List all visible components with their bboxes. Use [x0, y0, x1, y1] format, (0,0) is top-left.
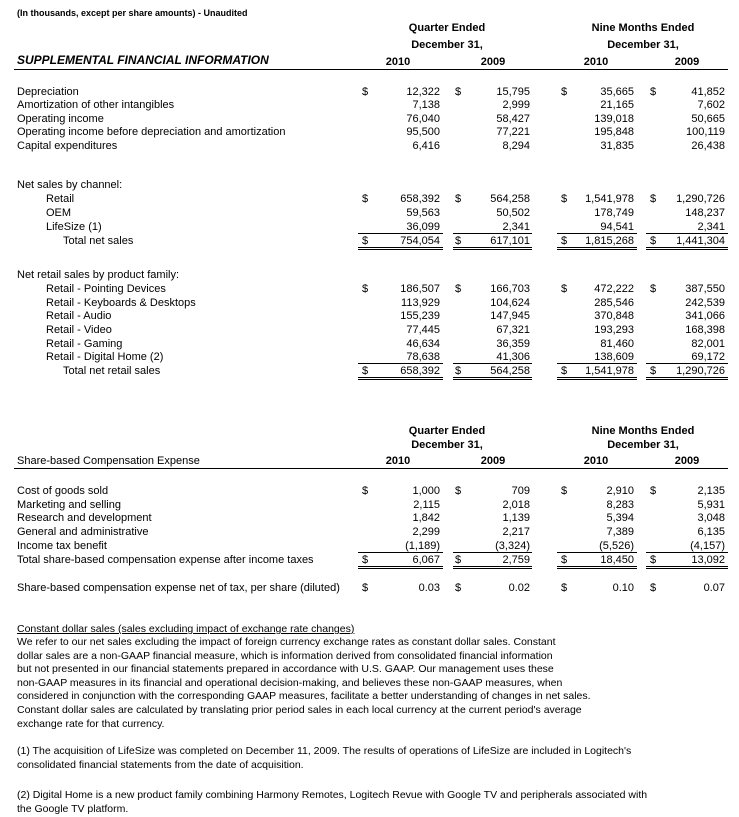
financial-row-value: 35,665 — [600, 86, 634, 98]
family-row-value: 472,222 — [594, 283, 634, 295]
channel-row-value: 178,749 — [594, 207, 634, 219]
financial-row-dollar-sign: $ — [561, 86, 568, 98]
sbc-row-label: Income tax benefit — [17, 540, 107, 552]
note-paragraph-line: exchange rate for that currency. — [17, 717, 165, 730]
family-row-value: 341,066 — [685, 310, 725, 322]
financial-row-label: Depreciation — [17, 86, 79, 98]
per-share-row-value: 0.02 — [508, 582, 530, 594]
sbc-total-row-value: 2,759 — [502, 554, 530, 566]
financial-row-label: Capital expenditures — [17, 140, 118, 152]
constant-dollar-heading: Constant dollar sales (sales excluding impact of exchange rate changes) — [17, 623, 355, 635]
sbc-row-value: 2,135 — [697, 485, 725, 497]
year-header: 2010 — [385, 455, 411, 467]
family-total-row-value: 564,258 — [490, 365, 530, 377]
sbc-total-row-dollar-sign: $ — [362, 554, 369, 566]
family-total-row-dollar-sign: $ — [455, 365, 462, 377]
sbc-row-value: 1,000 — [412, 485, 440, 497]
double-rule — [646, 568, 728, 569]
sbc-total-row-value: 18,450 — [600, 554, 634, 566]
year-header: 2009 — [480, 455, 506, 467]
year-header: 2009 — [674, 56, 700, 68]
per-share-row-dollar-sign: $ — [650, 582, 657, 594]
financial-row-dollar-sign: $ — [362, 86, 369, 98]
sbc-row-label: General and administrative — [17, 526, 149, 538]
double-rule — [557, 566, 637, 567]
family-row-value: 69,172 — [691, 351, 725, 363]
sbc-row-value: 709 — [511, 485, 530, 497]
family-row-value: 168,398 — [685, 324, 725, 336]
channel-row-value: 2,341 — [697, 221, 725, 233]
financial-row-value: 77,221 — [496, 126, 530, 138]
family-total-row-dollar-sign: $ — [362, 365, 369, 377]
note-paragraph-line: non-GAAP measures in its financial and operational decision-making, and believes these non-GAAP measures, when — [17, 676, 563, 689]
double-rule — [453, 379, 532, 380]
sbc-total-row-dollar-sign: $ — [455, 554, 462, 566]
financial-row-label: Operating income — [17, 113, 104, 125]
channel-heading: Net sales by channel: — [17, 179, 123, 191]
channel-row-value: 50,502 — [496, 207, 530, 219]
financial-row-label: Operating income before depreciation and amortization — [17, 126, 286, 138]
double-rule — [358, 249, 443, 250]
financial-row-value: 139,018 — [594, 113, 634, 125]
year-header: 2009 — [480, 56, 506, 68]
financial-row-value: 50,665 — [691, 113, 725, 125]
channel-row-value: 59,563 — [406, 207, 440, 219]
financial-row-value: 15,795 — [496, 86, 530, 98]
sbc-total-row-value: 13,092 — [691, 554, 725, 566]
family-row-value: 82,001 — [691, 338, 725, 350]
channel-total-row-value: 617,101 — [490, 235, 530, 247]
sbc-total-row-dollar-sign: $ — [561, 554, 568, 566]
per-share-row-value: 0.10 — [612, 582, 634, 594]
double-rule — [358, 247, 443, 248]
family-row-value: 77,445 — [406, 324, 440, 336]
double-rule — [453, 568, 532, 569]
double-rule — [557, 247, 637, 248]
sbc-row-value: 2,299 — [412, 526, 440, 538]
sbc-row-dollar-sign: $ — [650, 485, 657, 497]
per-share-row-dollar-sign: $ — [561, 582, 568, 594]
family-row-dollar-sign: $ — [561, 283, 568, 295]
family-total-row-value: 658,392 — [400, 365, 440, 377]
per-share-row-label: Share-based compensation expense net of tax, per share (diluted) — [17, 582, 340, 594]
financial-row-value: 6,416 — [412, 140, 440, 152]
rule-line — [453, 552, 532, 553]
channel-row-label: OEM — [46, 207, 72, 219]
financial-row-value: 31,835 — [600, 140, 634, 152]
year-header: 2010 — [583, 455, 609, 467]
sbc-row-value: (5,526) — [599, 540, 634, 552]
rule-line — [453, 363, 532, 364]
family-row-label: Retail - Keyboards & Desktops — [46, 297, 196, 309]
financial-row-value: 26,438 — [691, 140, 725, 152]
channel-total-row-dollar-sign: $ — [561, 235, 568, 247]
sbc-row-dollar-sign: $ — [561, 485, 568, 497]
sbc-row-value: 2,910 — [606, 485, 634, 497]
double-rule — [646, 377, 728, 378]
sbc-total-row-value: 6,067 — [412, 554, 440, 566]
financial-row-value: 8,294 — [502, 140, 530, 152]
channel-total-row-value: 1,815,268 — [585, 235, 634, 247]
double-rule — [646, 379, 728, 380]
double-rule — [358, 379, 443, 380]
family-row-value: 186,507 — [400, 283, 440, 295]
family-row-value: 67,321 — [496, 324, 530, 336]
channel-row-dollar-sign: $ — [561, 193, 568, 205]
sbc-row-value: 5,931 — [697, 499, 725, 511]
channel-row-value: 36,099 — [406, 221, 440, 233]
double-rule — [358, 566, 443, 567]
sbc-row-dollar-sign: $ — [362, 485, 369, 497]
financial-row-value: 7,602 — [697, 99, 725, 111]
channel-total-row-dollar-sign: $ — [650, 235, 657, 247]
financial-row-dollar-sign: $ — [650, 86, 657, 98]
family-row-label: Retail - Pointing Devices — [46, 283, 166, 295]
channel-row-dollar-sign: $ — [455, 193, 462, 205]
quarter-ended-header: Quarter Ended — [408, 425, 486, 437]
note-paragraph-line: Constant dollar sales are calculated by translating prior period sales in each local currency at the current period's average — [17, 704, 582, 716]
financial-row-value: 58,427 — [496, 113, 530, 125]
sbc-row-value: 3,048 — [697, 512, 725, 524]
financial-row-value: 41,852 — [691, 86, 725, 98]
double-rule — [358, 377, 443, 378]
note-paragraph-line: but not presented in our financial statements prepared in accordance with U.S. GAAP. Our management uses these — [17, 663, 554, 676]
channel-row-value: 1,290,726 — [676, 193, 725, 205]
channel-row-value: 1,541,978 — [585, 193, 634, 205]
family-row-value: 46,634 — [406, 338, 440, 350]
family-total-row-value: 1,541,978 — [585, 365, 634, 377]
per-share-row-value: 0.03 — [418, 582, 440, 594]
year-header: 2010 — [385, 56, 411, 68]
family-total-row-dollar-sign: $ — [561, 365, 568, 377]
footnote-1-line: (1) The acquisition of LifeSize was completed on December 11, 2009. The results of operations of LifeSize are included in Logitech's — [17, 745, 632, 757]
rule-line — [557, 363, 637, 364]
family-row-value: 81,460 — [600, 338, 634, 350]
family-row-dollar-sign: $ — [455, 283, 462, 295]
financial-row-value: 7,138 — [412, 99, 440, 111]
financial-row-value: 195,848 — [594, 126, 634, 138]
per-share-row-dollar-sign: $ — [362, 582, 369, 594]
channel-row-label: Retail — [46, 193, 75, 205]
financial-row-dollar-sign: $ — [455, 86, 462, 98]
family-total-row-dollar-sign: $ — [650, 365, 657, 377]
note-paragraph-line: considered in conjunction with the corresponding GAAP measures, facilitate a better understanding of changes in net sales. — [17, 690, 591, 703]
sbc-row-value: 2,115 — [413, 499, 440, 511]
sbc-row-value: (3,324) — [495, 540, 530, 552]
double-rule — [557, 568, 637, 569]
financial-row-value: 21,165 — [600, 99, 634, 111]
family-row-label: Retail - Gaming — [46, 338, 123, 350]
family-row-value: 166,703 — [490, 283, 530, 295]
sbc-row-dollar-sign: $ — [455, 485, 462, 497]
financial-row-label: Amortization of other intangibles — [17, 99, 175, 111]
rule-line — [453, 233, 532, 234]
double-rule — [646, 249, 728, 250]
sbc-row-value: 7,389 — [606, 526, 634, 538]
financial-row-value: 2,999 — [502, 99, 530, 111]
sbc-row-value: 1,842 — [412, 512, 440, 524]
sbc-row-label: Marketing and selling — [17, 499, 121, 511]
channel-row-dollar-sign: $ — [362, 193, 369, 205]
section-title: SUPPLEMENTAL FINANCIAL INFORMATION — [17, 53, 269, 67]
family-row-dollar-sign: $ — [362, 283, 369, 295]
sbc-row-value: 8,283 — [606, 499, 634, 511]
double-rule — [646, 566, 728, 567]
rule-line — [358, 233, 443, 234]
rule-line — [358, 363, 443, 364]
family-row-value: 285,546 — [594, 297, 634, 309]
family-row-value: 41,306 — [496, 351, 530, 363]
family-row-value: 113,929 — [401, 297, 440, 309]
per-share-row-value: 0.07 — [703, 582, 725, 594]
sbc-row-label: Research and development — [17, 512, 152, 524]
double-rule — [453, 377, 532, 378]
family-row-value: 36,359 — [496, 338, 530, 350]
quarter-date-header: December 31, — [411, 39, 483, 51]
rule-line — [14, 468, 728, 469]
per-share-row-dollar-sign: $ — [455, 582, 462, 594]
rule-line — [646, 363, 728, 364]
double-rule — [557, 377, 637, 378]
double-rule — [646, 247, 728, 248]
family-row-value: 78,638 — [406, 351, 440, 363]
year-header: 2009 — [674, 455, 700, 467]
financial-row-value: 76,040 — [406, 113, 440, 125]
channel-row-dollar-sign: $ — [650, 193, 657, 205]
sbc-row-value: 2,217 — [502, 526, 530, 538]
family-heading: Net retail sales by product family: — [17, 269, 180, 281]
sbc-row-value: 2,018 — [502, 499, 530, 511]
financial-row-value: 100,119 — [686, 126, 725, 138]
family-row-value: 242,539 — [685, 297, 725, 309]
channel-row-value: 2,341 — [502, 221, 530, 233]
channel-total-row-label: Total net sales — [63, 235, 134, 247]
footnote-2-line: the Google TV platform. — [17, 802, 129, 815]
family-row-label: Retail - Digital Home (2) — [46, 351, 164, 363]
channel-row-value: 658,392 — [400, 193, 440, 205]
family-total-row-value: 1,290,726 — [676, 365, 725, 377]
double-rule — [453, 249, 532, 250]
channel-row-value: 148,237 — [685, 207, 725, 219]
rule-line — [557, 552, 637, 553]
family-row-value: 138,609 — [594, 351, 634, 363]
channel-total-row-dollar-sign: $ — [455, 235, 462, 247]
quarter-date-header: December 31, — [411, 439, 483, 451]
channel-total-row-dollar-sign: $ — [362, 235, 369, 247]
channel-row-value: 94,541 — [600, 221, 634, 233]
family-row-value: 370,848 — [594, 310, 634, 322]
sbc-total-row-label: Total share-based compensation expense after income taxes — [17, 554, 314, 566]
financial-row-value: 12,322 — [406, 86, 440, 98]
family-total-row-label: Total net retail sales — [63, 365, 161, 377]
year-header: 2010 — [583, 56, 609, 68]
units-note: (In thousands, except per share amounts) - Unaudited — [17, 8, 248, 18]
family-row-value: 193,293 — [594, 324, 634, 336]
rule-line — [646, 233, 728, 234]
note-paragraph-line: We refer to our net sales excluding the impact of foreign currency exchange rates as constant dollar sales. Constant — [17, 636, 556, 648]
channel-row-label: LifeSize (1) — [46, 221, 102, 233]
rule-line — [14, 69, 728, 70]
rule-line — [358, 552, 443, 553]
double-rule — [453, 566, 532, 567]
family-row-value: 387,550 — [685, 283, 725, 295]
footnote-2-line: (2) Digital Home is a new product family combining Harmony Remotes, Logitech Revue with Google TV and peripherals associated with — [17, 789, 648, 801]
sbc-title: Share-based Compensation Expense — [17, 455, 200, 467]
family-row-dollar-sign: $ — [650, 283, 657, 295]
sbc-row-label: Cost of goods sold — [17, 485, 109, 497]
double-rule — [557, 249, 637, 250]
double-rule — [358, 568, 443, 569]
channel-total-row-value: 754,054 — [400, 235, 440, 247]
sbc-row-value: 6,135 — [697, 526, 725, 538]
nine-months-date-header: December 31, — [607, 439, 679, 451]
family-row-label: Retail - Video — [46, 324, 112, 336]
family-row-label: Retail - Audio — [46, 310, 112, 322]
note-paragraph-line: dollar sales are a non-GAAP financial measure, which is information derived from consolidated financial information — [17, 649, 553, 662]
nine-months-header: Nine Months Ended — [591, 425, 695, 437]
double-rule — [453, 247, 532, 248]
family-row-value: 147,945 — [490, 310, 530, 322]
nine-months-date-header: December 31, — [607, 39, 679, 51]
financial-row-value: 95,500 — [406, 126, 440, 138]
sbc-row-value: 5,394 — [606, 512, 634, 524]
sbc-row-value: (1,189) — [405, 540, 440, 552]
sbc-row-value: 1,139 — [502, 512, 530, 524]
double-rule — [557, 379, 637, 380]
rule-line — [646, 552, 728, 553]
channel-total-row-value: 1,441,304 — [676, 235, 725, 247]
quarter-ended-header: Quarter Ended — [408, 22, 486, 34]
channel-row-value: 564,258 — [490, 193, 530, 205]
sbc-row-value: (4,157) — [690, 540, 725, 552]
footnote-1-line: consolidated financial statements from the date of acquisition. — [17, 758, 304, 771]
family-row-value: 155,239 — [400, 310, 440, 322]
rule-line — [557, 233, 637, 234]
sbc-total-row-dollar-sign: $ — [650, 554, 657, 566]
nine-months-header: Nine Months Ended — [591, 22, 695, 34]
family-row-value: 104,624 — [490, 297, 530, 309]
